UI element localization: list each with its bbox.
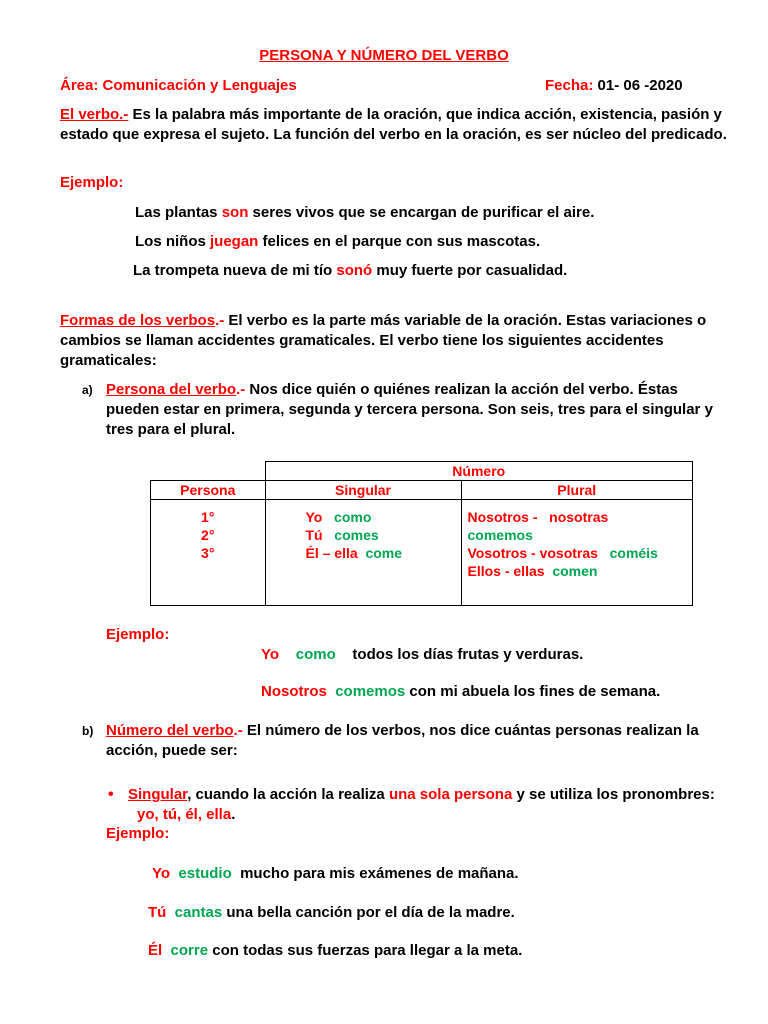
bullet-icon: •	[108, 786, 114, 803]
verb: coméis	[609, 545, 658, 561]
numero-label: Número del verbo	[106, 722, 234, 739]
example-sentence	[148, 942, 522, 959]
numero-header: Número	[265, 462, 693, 481]
plural-p1-verb: comemos	[467, 527, 533, 543]
numero-paragraph	[106, 721, 728, 761]
person-2: 2°	[201, 527, 215, 543]
ejemplo1-label: Ejemplo:	[60, 174, 124, 191]
verb-highlight: sonó	[336, 262, 373, 279]
example-sentence	[148, 904, 515, 921]
pronoun: Él – ella	[305, 545, 358, 561]
singular-item	[128, 785, 715, 825]
singular-header: Singular	[265, 481, 461, 500]
singular-text: y se utiliza los pronombres:	[512, 786, 715, 803]
singular-row	[306, 544, 461, 562]
singular-row	[306, 508, 461, 526]
numero-text: El número de los verbos, nos dice cuántas personas realizan la acción, puede ser:	[106, 722, 699, 759]
singular-row	[306, 526, 461, 544]
verbo-definition	[60, 105, 728, 145]
sentence-text: seres vivos que se encargan de purificar el aire.	[248, 204, 595, 221]
fecha	[545, 77, 683, 94]
fecha-label: Fecha:	[545, 77, 594, 94]
pronoun: Él	[148, 942, 163, 959]
ejemplo3-label: Ejemplo:	[106, 825, 170, 842]
plural-header: Plural	[461, 481, 693, 500]
conjugation-table	[150, 461, 693, 606]
sentence-text: muy fuerte por casualidad.	[372, 262, 568, 279]
pronoun: Vosotros - vosotras	[467, 545, 598, 561]
sentence-text: mucho para mis exámenes de mañana.	[240, 865, 519, 882]
sentence-text: Los niños	[135, 233, 210, 250]
singular-line-2	[128, 805, 715, 825]
verbo-text: Es la palabra más importante de la oración, que indica acción, existencia, pasión y estado que expresa el sujeto. La función del verbo en la oración, es ser núcleo del predicado.	[60, 106, 727, 143]
area-label: Área: Comunicación y Lenguajes	[60, 77, 297, 94]
sentence-text: con todas sus fuerzas para llegar a la meta.	[212, 942, 523, 959]
singular-highlight: una sola persona	[388, 786, 513, 803]
person-3: 3°	[201, 545, 215, 561]
sentence-text: una bella canción por el día de la madre.	[226, 904, 515, 921]
formas-suffix: .-	[215, 312, 225, 329]
example-sentence	[133, 262, 567, 279]
verb-highlight: son	[221, 204, 249, 221]
pronoun: Nosotros	[261, 683, 327, 700]
formas-label: Formas de los verbos	[60, 312, 216, 329]
pronoun: Tú	[305, 527, 323, 543]
formas-paragraph	[60, 311, 728, 371]
sentence-text: Las plantas	[135, 204, 222, 221]
numero-suffix: .-	[233, 722, 243, 739]
verb: como	[295, 646, 336, 663]
persona-paragraph	[106, 380, 728, 440]
verb: comemos	[335, 683, 406, 700]
verb: come	[365, 545, 403, 561]
plural-row	[468, 562, 693, 580]
verbo-label: El verbo.-	[60, 106, 129, 123]
sentence-text: con mi abuela los fines de semana.	[409, 683, 661, 700]
plural-row	[468, 544, 693, 562]
verb: cantas	[174, 904, 223, 921]
example-sentence	[135, 233, 540, 250]
example-sentence	[152, 865, 519, 882]
verb: corre	[170, 942, 209, 959]
list-marker-b: b)	[82, 724, 94, 738]
singular-label: Singular	[128, 786, 188, 803]
table-corner	[151, 462, 266, 481]
pronoun: Yo	[305, 509, 323, 525]
persona-suffix: .-	[236, 381, 246, 398]
persona-label: Persona del verbo	[106, 381, 237, 398]
person-1: 1°	[201, 509, 215, 525]
fecha-value: 01- 06 -2020	[593, 77, 683, 94]
verb: comen	[552, 563, 598, 579]
persona-text: Nos dice quién o quiénes realizan la acción del verbo. Éstas pueden estar en primera, segunda y tercera persona. Son seis, tres para el singular y tres para el plural.	[106, 381, 713, 438]
verb-highlight: juegan	[210, 233, 259, 250]
formas-text: El verbo es la parte más variable de la oración. Estas variaciones o cambios se llaman accidentes gramaticales. El verbo tiene los siguientes accidentes gramaticales:	[60, 312, 707, 369]
verb: estudio	[178, 865, 232, 882]
sentence-text: felices en el parque con sus mascotas.	[258, 233, 541, 250]
page-title: PERSONA Y NÚMERO DEL VERBO	[259, 47, 509, 64]
persons-cell	[151, 500, 266, 606]
singular-line-1	[128, 785, 715, 805]
singular-end: .	[231, 806, 236, 823]
sentence-text: todos los días frutas y verduras.	[352, 646, 584, 663]
singular-pronouns: yo, tú, él, ella	[137, 806, 232, 823]
pronoun: Tú	[148, 904, 167, 921]
example-sentence	[261, 683, 660, 700]
sentence-text: La trompeta nueva de mi tío	[133, 262, 337, 279]
plural-p1-pronoun: Nosotros - nosotras	[467, 509, 609, 525]
example-sentence	[261, 646, 583, 663]
verb: comes	[334, 527, 379, 543]
example-sentence	[135, 204, 594, 221]
singular-cell	[265, 500, 461, 606]
pronoun: Yo	[152, 865, 171, 882]
persona-header: Persona	[151, 481, 266, 500]
ejemplo2-label: Ejemplo:	[106, 626, 170, 643]
list-marker-a: a)	[82, 383, 93, 397]
plural-cell	[461, 500, 693, 606]
singular-text: , cuando la acción la realiza	[187, 786, 389, 803]
pronoun: Yo	[261, 646, 280, 663]
verb: como	[334, 509, 372, 525]
pronoun: Ellos - ellas	[467, 563, 545, 579]
